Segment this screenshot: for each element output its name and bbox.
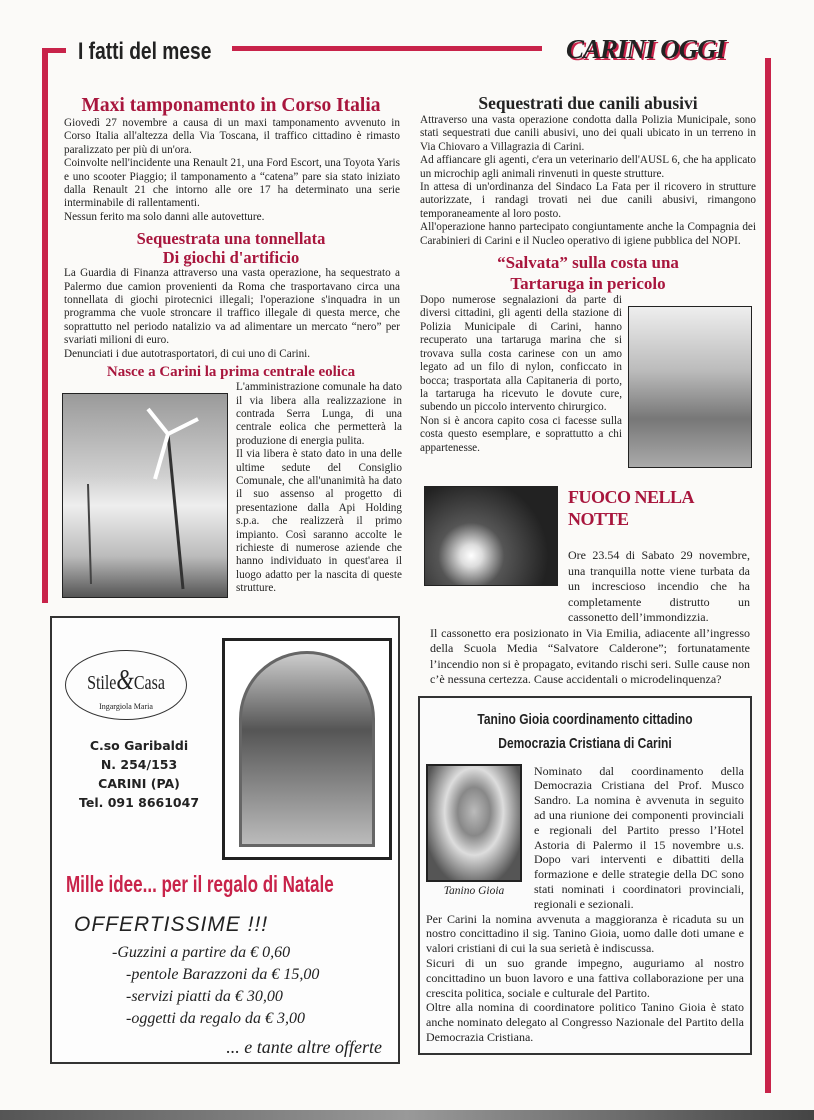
right-red-rule [765, 58, 771, 1093]
address-line: Tel. 091 8661047 [78, 795, 200, 811]
paragraph: Coinvolte nell'incidente una Renault 21, una Ford Escort, una Toyota Yaris e uno scooter Piaggio; il tamponamento a “catena” pare sia stato iniziato dalla Renault 21 che intorno alle ore 17 ha determinato una serie interminabile di rallentamenti. [64, 157, 400, 210]
gioia-intro: Nominato dal coordinamento della Democrazia Cristiana del Prof. Musco Sandro. La nomina è avvenuta in seguito ad una riunione dei componenti provinciali e regionali del Partito presso l’Hotel Astoria di Palermo il 15 novembre u.s. Dopo vari interventi e dibattiti della formazione e delle strategie della DC sono stati nominati i coordinatori provinciali, regionali e sezionali. [534, 763, 744, 911]
fuoco-intro: Ore 23.54 di Sabato 29 novembre, una tranquilla notte viene turbata da un increscioso incendio che ha completamente distrutto un cassonetto dell’immondizzia. [568, 548, 750, 625]
paragraph: Oltre alla nomina di coordinatore politico Tanino Gioia è stato anche nominato delegato al Congresso Nazionale del Partito della Democrazia Cristiana. [426, 1000, 744, 1044]
paragraph: Attraverso una vasta operazione condotta dalla Polizia Municipale, sono stati sequestrati due canili abusivi, uno dei quali ubicato in un terreno in Via Chiovaro a Villagrazia di Carini. [420, 114, 756, 153]
portrait-caption: Tanino Gioia [443, 884, 505, 897]
headline-gioia [458, 708, 712, 756]
wind-turbine-icon [63, 394, 227, 597]
logo-ampersand: & [116, 665, 134, 697]
headline-fuoco: FUOCO NELLA NOTTE [568, 487, 694, 530]
top-left-red-tick [42, 48, 66, 53]
headline-line: Di giochi d'artificio [162, 248, 300, 268]
article-canili [418, 114, 758, 248]
paragraph: L'amministrazione comunale ha dato il via libera alla realizzazione in contrada Serra Lunga, di una centrale eolica che permetterà la produzione di energia pulita. [236, 381, 402, 447]
offers-title: OFFERTISSIME !!! [74, 913, 269, 937]
offer-item: -oggetti da regalo da € 3,00 [126, 1010, 305, 1028]
headline-maxi: Maxi tamponamento in Corso Italia [81, 95, 381, 116]
turtle-rescue-photo [628, 306, 752, 468]
headline-line: Tartaruga in pericolo [510, 274, 666, 294]
paragraph: Il via libera è stato dato in una delle ultime sedute del Consiglio Comunale, che all'unanimità ha dato il suo assenso al progetto di presentazione dalla Api Holding s.p.a. che realizzerà il primo impianto. Così saranno accolte le richieste di numerose aziende che hanno individuato in quest'area il luogo adatto per la nascita di queste strutture. [236, 448, 402, 595]
paragraph: La Guardia di Finanza attraverso una vasta operazione, ha sequestrato a Palermo due camion provenienti da Roma che trasportavano circa una tonnellata di giochi pirotecnici illegali; l'operazione s'inquadra in un programma che vuole stroncare il traffico illegale di questa merce, che soprattutto nel periodo natalizio va ad alimentare un mercato “nero” per svariati milioni di euro. [64, 267, 400, 347]
left-red-rule [42, 48, 48, 603]
gioia-box [418, 696, 752, 1055]
headline-tartaruga [418, 252, 758, 294]
stile-casa-logo [65, 650, 187, 720]
paragraph: Denunciati i due autotrasportatori, di cui uno di Carini. [64, 347, 311, 360]
paragraph: Sicuri di un suo grande impegno, auguriamo al nostro concittadino un buon lavoro e una fattiva collaborazione per una crescita politica, sociale e culturale del Partito. [426, 955, 744, 1000]
right-column [418, 93, 758, 1055]
headline-eolica: Nasce a Carini la prima centrale eolica [106, 364, 356, 381]
paragraph: Per Carini la nomina avvenuta a maggioranza è ricaduta su un nostro concittadino il sig. Tanino Gioia, uomo dalle doti umane e valori cristiani di cui la sua serietà è indiscussa. [426, 911, 744, 956]
fuoco-body: Il cassonetto era posizionato in Via Emilia, adiacente all’ingresso della Scuola Media “Salvatore Calderone”; fortunatamente l’incendio non si è propagato, evitando rischi seri. Sulle cause non c’è nessuna certezza. Cause accidentali o microdelinquenza? [430, 625, 750, 687]
headline-line: Tanino Gioia coordinamento cittadino [477, 710, 693, 728]
address-line: CARINI (PA) [98, 776, 180, 792]
wind-turbine-photo [62, 393, 228, 598]
paragraph: Dopo numerose segnalazioni da parte di diversi cittadini, gli agenti della stazione di Polizia Municipale di Carini, hanno recuperato una tartaruga marina che si trovava sulla costa carinese con un amo legato ad un filo di nylon, conficcato in bocca; trasportata alla Capitaneria di porto, la tartaruga ha ricevuto le dovute cure, subendo un piccolo intervento chirurgico. [420, 294, 622, 414]
paragraph: All'operazione hanno partecipato congiuntamente anche la Compagnia dei Carabinieri di Carini e il Nucleo operativo di igiene pubblica del NOPI. [420, 221, 756, 247]
ad-closing: ... e tante altre offerte [226, 1037, 382, 1058]
paragraph: Nessun ferito ma solo danni alle autovetture. [64, 210, 265, 223]
offer-item: -Guzzini a partire da € 0,60 [112, 944, 291, 962]
offer-item: -servizi piatti da € 30,00 [126, 988, 283, 1006]
address-line: C.so Garibaldi [89, 738, 189, 754]
stile-casa-ad [50, 616, 400, 1064]
headline-fuochi [60, 229, 402, 267]
article-fuochi [60, 267, 402, 361]
headline-line: “Salvata” sulla costa una [497, 253, 679, 273]
eolica-block [60, 381, 402, 598]
masthead-logo: CARINI OGGI [566, 34, 726, 64]
paragraph: In attesa di un'ordinanza del Sindaco La Fata per il ricovero in strutture autorizzate, i randagi trovati nei due canili abusivi, rimangono temporaneamente al loro posto. [420, 181, 756, 220]
logo-text: Casa [133, 672, 165, 695]
logo-text: Stile [87, 672, 117, 695]
article-tartaruga [420, 294, 622, 455]
portrait-photo [426, 764, 522, 882]
headline-canili: Sequestrati due canili abusivi [478, 93, 698, 113]
paragraph: Giovedì 27 novembre a causa di un maxi tamponamento avvenuto in Corso Italia all'altezza della Via Toscana, il traffico cittadino è rimasto paralizzato per più di un'ora. [64, 117, 400, 156]
paragraph: Non si è ancora capito cosa ci facesse sulla costa questo esemplare, e soprattutto a chi appartenesse. [420, 414, 622, 454]
shop-window-photo [222, 638, 392, 860]
article-maxi [60, 117, 402, 224]
address-line: N. 254/153 [100, 757, 178, 773]
offer-item: -pentole Barazzoni da € 15,00 [126, 966, 320, 984]
tartaruga-block [418, 294, 758, 468]
portrait-figure [426, 764, 522, 899]
fuoco-side [568, 486, 750, 626]
gioia-body [426, 912, 744, 1045]
offers-list [112, 942, 319, 1030]
ad-address [60, 736, 218, 812]
logo-subtitle: Ingargiola Maria [99, 702, 153, 712]
bottom-scan-edge [0, 1110, 814, 1120]
section-title: I fatti del mese [78, 38, 212, 65]
paragraph: Ad affiancare gli agenti, c'era un veterinario dell'AUSL 6, che ha applicato un microchip agli animali rinvenuti in queste strutture. [420, 154, 756, 180]
left-column [60, 94, 402, 1064]
headline-line: Sequestrata una tonnellata [136, 229, 326, 249]
article-eolica [236, 381, 402, 596]
fire-photo [424, 486, 558, 586]
headline-line: Democrazia Cristiana di Carini [498, 734, 672, 752]
ad-slogan: Mille idee... per il regalo di Natale [66, 871, 334, 898]
fuoco-block [418, 486, 758, 688]
header-red-rule [232, 46, 542, 51]
